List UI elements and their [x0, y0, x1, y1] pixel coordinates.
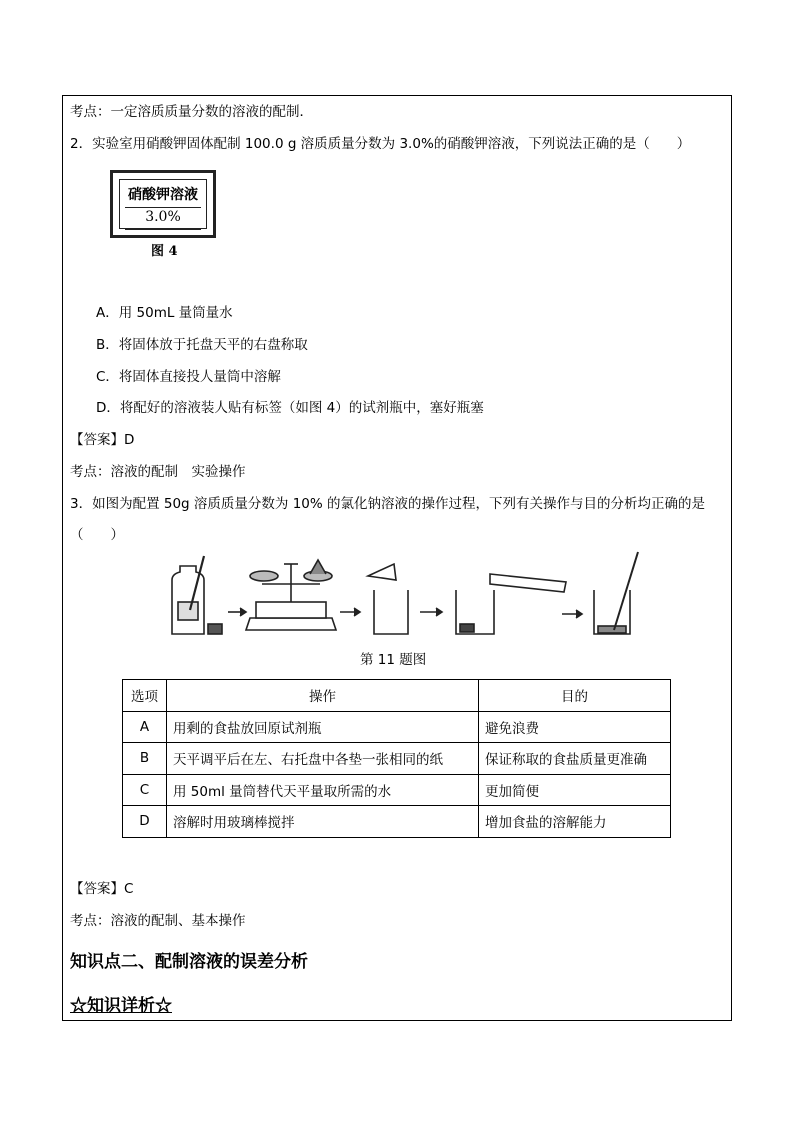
q2-stem: 2．实验室用硝酸钾固体配制 100.0 g 溶质质量分数为 3.0%的硝酸钾溶液，下列说法正确的是（ ）	[70, 136, 691, 152]
table-cell: D	[123, 806, 167, 838]
section-title: 知识点二、配制溶液的误差分析	[70, 952, 308, 972]
table-cell: 保证称取的食盐质量更准确	[479, 743, 671, 775]
arrow-icon	[420, 608, 442, 616]
reagent-label-value: 3.0%	[145, 209, 181, 225]
table-cell: 天平调平后在左、右托盘中各垫一张相同的纸	[167, 743, 479, 775]
table-header: 操作	[167, 680, 479, 712]
procedure-figure	[160, 550, 650, 642]
beaker-pour-icon	[456, 574, 566, 634]
table-cell: C	[123, 774, 167, 806]
q2-option-c: C．将固体直接投人量筒中溶解	[96, 369, 281, 385]
reagent-bottle-icon	[172, 556, 222, 634]
arrow-icon	[562, 610, 582, 618]
table-cell: A	[123, 711, 167, 743]
table-header: 选项	[123, 680, 167, 712]
q2-option-d: D．将配好的溶液装人贴有标签（如图 4）的试剂瓶中，塞好瓶塞	[96, 400, 484, 416]
q2-option-b: B．将固体放于托盘天平的右盘称取	[96, 337, 308, 353]
q2-option-a: A．用 50mL 量筒量水	[96, 305, 233, 321]
q3-stem-line1: 3．如图为配置 50g 溶质质量分数为 10% 的氯化钠溶液的操作过程，下列有关操作与目的分析均正确的是	[70, 496, 706, 512]
table-cell: 用 50ml 量筒替代天平量取所需的水	[167, 774, 479, 806]
q2-answer: 【答案】D	[70, 432, 135, 448]
table-row	[123, 806, 671, 838]
reagent-label-underline	[125, 229, 201, 230]
table-header-row	[123, 680, 671, 712]
arrow-icon	[228, 608, 246, 616]
q3-answer: 【答案】C	[70, 881, 134, 897]
q2-kaodian: 考点：溶液的配制 实验操作	[70, 464, 246, 480]
table-header: 目的	[479, 680, 671, 712]
reagent-label-divider	[125, 207, 201, 208]
table-cell: 溶解时用玻璃棒搅拌	[167, 806, 479, 838]
q1-kaodian: 考点：一定溶质质量分数的溶液的配制．	[70, 104, 313, 120]
q3-stem-line2: （ ）	[70, 527, 124, 543]
arrow-icon	[340, 608, 360, 616]
table-row	[123, 743, 671, 775]
table-cell: 增加食盐的溶解能力	[479, 806, 671, 838]
beaker-stir-icon	[594, 552, 638, 634]
figure4-caption: 图 4	[151, 244, 178, 259]
section-subtitle: ☆知识详析☆	[70, 996, 172, 1016]
q3-figure-caption: 第 11 题图	[360, 652, 427, 668]
table-row	[123, 774, 671, 806]
table-row	[123, 711, 671, 743]
q3-kaodian: 考点：溶液的配制、基本操作	[70, 913, 246, 929]
table-cell: 避免浪费	[479, 711, 671, 743]
table-cell: 用剩的食盐放回原试剂瓶	[167, 711, 479, 743]
q3-options-table	[122, 679, 671, 838]
balance-icon	[246, 560, 336, 630]
beaker-icon	[368, 564, 408, 634]
table-cell: 更加简便	[479, 774, 671, 806]
reagent-label-figure	[110, 170, 216, 238]
table-cell: B	[123, 743, 167, 775]
reagent-label-title: 硝酸钾溶液	[128, 187, 198, 203]
